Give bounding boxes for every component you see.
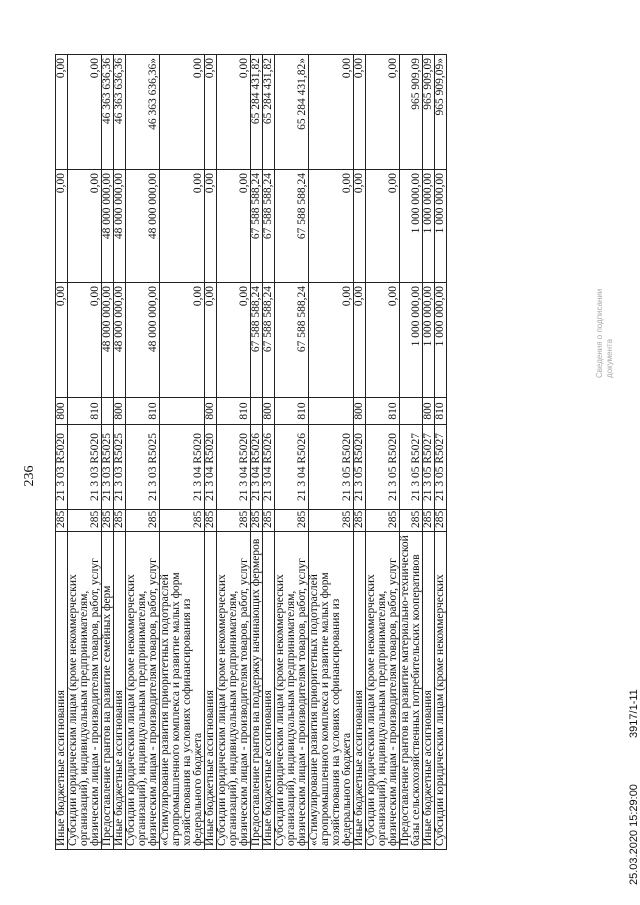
cell-vr: 800 bbox=[205, 398, 217, 425]
table-row bbox=[354, 55, 366, 850]
cell-vr: 800 bbox=[354, 398, 366, 425]
cell-vr: 800 bbox=[56, 398, 68, 425]
cell-name: Предоставление грантов на развитие материально-технической базы сельскохозяйственных потребительских кооперативов bbox=[400, 532, 423, 850]
cell-g: 285 bbox=[366, 510, 400, 532]
cell-name: Субсидии юридическим лицам (кроме некоммерческих организаций), индивидуальным предпринимателям, физическим лицам - производителям товаров, работ, услуг bbox=[68, 532, 102, 850]
cell-g: 285 bbox=[56, 510, 68, 532]
cell-v2: 0,00 bbox=[160, 170, 205, 283]
cell-name: Субсидии юридическим лицам (кроме некоммерческих организаций), индивидуальным предпринимателям, физическим лицам - производителям товаров, работ, услуг bbox=[275, 532, 309, 850]
cell-v1: 1 000 000,00 bbox=[400, 283, 423, 398]
cell-g: 285 bbox=[309, 510, 354, 532]
cell-v1: 0,00 bbox=[56, 283, 68, 398]
cell-name: «Стимулирование развития приоритетных подотраслей агропромышленного комплекса и развитие малых форм хозяйствования на условиях софинансирования из федерального бюджета bbox=[309, 532, 354, 850]
cell-g: 285 bbox=[160, 510, 205, 532]
table-row bbox=[251, 55, 263, 850]
cell-v2: 0,00 bbox=[366, 170, 400, 283]
cell-v3: 0,00 bbox=[217, 55, 251, 170]
table-row bbox=[275, 55, 309, 850]
cell-v3: 0,00 bbox=[354, 55, 366, 170]
cell-v1: 1 000 000,00 bbox=[435, 283, 447, 398]
signature-stamp bbox=[595, 258, 615, 378]
cell-g: 285 bbox=[205, 510, 217, 532]
cell-v2: 67 588 588,24 bbox=[251, 170, 263, 283]
cell-name: Предоставление грантов на развитие семейных ферм bbox=[102, 532, 114, 850]
cell-v2: 1 000 000,00 bbox=[400, 170, 423, 283]
cell-g: 285 bbox=[217, 510, 251, 532]
cell-vr: 810 bbox=[68, 398, 102, 425]
cell-name: Иные бюджетные ассигнования bbox=[263, 532, 275, 850]
cell-vr bbox=[102, 398, 114, 425]
cell-code: 21 3 05 R5020 bbox=[366, 425, 400, 510]
cell-name: Иные бюджетные ассигнования bbox=[423, 532, 435, 850]
cell-v1: 48 000 000,00 bbox=[102, 283, 114, 398]
table-row bbox=[102, 55, 114, 850]
cell-name: Иные бюджетные ассигнования bbox=[56, 532, 68, 850]
cell-code: 21 3 05 R5020 bbox=[309, 425, 354, 510]
cell-g: 285 bbox=[126, 510, 160, 532]
cell-code: 21 3 04 R5026 bbox=[263, 425, 275, 510]
cell-v3: 0,00 bbox=[56, 55, 68, 170]
cell-code: 21 3 05 R5027 bbox=[400, 425, 423, 510]
cell-v2: 1 000 000,00 bbox=[435, 170, 447, 283]
cell-v1: 0,00 bbox=[217, 283, 251, 398]
footer bbox=[628, 585, 640, 885]
cell-v1: 0,00 bbox=[354, 283, 366, 398]
cell-code: 21 3 03 R5025 bbox=[126, 425, 160, 510]
cell-v2: 67 588 588,24 bbox=[275, 170, 309, 283]
cell-code: 21 3 03 R5025 bbox=[114, 425, 126, 510]
stamp-line: документа bbox=[605, 338, 614, 378]
cell-vr: 810 bbox=[275, 398, 309, 425]
cell-code: 21 3 04 R5020 bbox=[217, 425, 251, 510]
cell-g: 285 bbox=[423, 510, 435, 532]
cell-v3: 46 363 636,36 bbox=[114, 55, 126, 170]
cell-vr: 800 bbox=[114, 398, 126, 425]
table-row bbox=[126, 55, 160, 850]
table-row bbox=[205, 55, 217, 850]
cell-v2: 48 000 000,00 bbox=[114, 170, 126, 283]
cell-code: 21 3 04 R5026 bbox=[275, 425, 309, 510]
table-row bbox=[366, 55, 400, 850]
cell-name: Субсидии юридическим лицам (кроме некоммерческих bbox=[435, 532, 447, 850]
cell-v1: 0,00 bbox=[205, 283, 217, 398]
cell-v3: 46 363 636,36 bbox=[102, 55, 114, 170]
cell-code: 21 3 04 R5020 bbox=[160, 425, 205, 510]
cell-name: Иные бюджетные ассигнования bbox=[205, 532, 217, 850]
cell-g: 285 bbox=[275, 510, 309, 532]
table-row bbox=[56, 55, 68, 850]
cell-v2: 0,00 bbox=[205, 170, 217, 283]
cell-g: 285 bbox=[435, 510, 447, 532]
cell-v2: 0,00 bbox=[68, 170, 102, 283]
cell-v3: 65 284 431,82 bbox=[251, 55, 263, 170]
cell-v3: 0,00 bbox=[68, 55, 102, 170]
cell-name: Предоставление грантов на поддержку начинающих фермеров bbox=[251, 532, 263, 850]
cell-code: 21 3 05 R5027 bbox=[423, 425, 435, 510]
cell-code: 21 3 04 R5020 bbox=[205, 425, 217, 510]
cell-v3: 0,00 bbox=[205, 55, 217, 170]
cell-name: «Стимулирование развития приоритетных подотраслей агропромышленного комплекса и развитие малых форм хозяйствования на условиях софинансирования из федерального бюджета bbox=[160, 532, 205, 850]
footer-timestamp: 25.03.2020 15:29:00 bbox=[628, 784, 640, 885]
budget-table-container bbox=[55, 55, 447, 850]
cell-v2: 0,00 bbox=[217, 170, 251, 283]
cell-vr bbox=[400, 398, 423, 425]
cell-v1: 48 000 000,00 bbox=[114, 283, 126, 398]
cell-v3: 65 284 431,82» bbox=[275, 55, 309, 170]
cell-g: 285 bbox=[263, 510, 275, 532]
cell-code: 21 3 04 R5026 bbox=[251, 425, 263, 510]
cell-g: 285 bbox=[102, 510, 114, 532]
cell-code: 21 3 05 R5020 bbox=[354, 425, 366, 510]
cell-vr: 800 bbox=[423, 398, 435, 425]
cell-v1: 67 588 588,24 bbox=[263, 283, 275, 398]
cell-vr: 810 bbox=[217, 398, 251, 425]
cell-v1: 67 588 588,24 bbox=[275, 283, 309, 398]
stamp-line: Сведения о подписании bbox=[595, 288, 604, 378]
cell-g: 285 bbox=[68, 510, 102, 532]
table-row bbox=[263, 55, 275, 850]
cell-code: 21 3 03 R5020 bbox=[56, 425, 68, 510]
cell-name: Субсидии юридическим лицам (кроме некоммерческих организаций), индивидуальным предпринимателям, физическим лицам - производителям товаров, работ, услуг bbox=[126, 532, 160, 850]
cell-name: Иные бюджетные ассигнования bbox=[114, 532, 126, 850]
cell-vr: 810 bbox=[126, 398, 160, 425]
cell-vr bbox=[309, 398, 354, 425]
cell-v3: 65 284 431,82 bbox=[263, 55, 275, 170]
cell-code: 21 3 03 R5025 bbox=[102, 425, 114, 510]
cell-g: 285 bbox=[400, 510, 423, 532]
cell-v3: 0,00 bbox=[160, 55, 205, 170]
cell-vr bbox=[160, 398, 205, 425]
cell-v2: 67 588 588,24 bbox=[263, 170, 275, 283]
table-row bbox=[217, 55, 251, 850]
table-row bbox=[400, 55, 423, 850]
cell-v3: 965 909,09 bbox=[400, 55, 423, 170]
cell-v3: 46 363 636,36» bbox=[126, 55, 160, 170]
cell-v1: 1 000 000,00 bbox=[423, 283, 435, 398]
cell-v3: 965 909,09» bbox=[435, 55, 447, 170]
cell-vr: 800 bbox=[263, 398, 275, 425]
cell-v3: 965 909,09 bbox=[423, 55, 435, 170]
page-number: 236 bbox=[22, 465, 37, 487]
cell-v1: 67 588 588,24 bbox=[251, 283, 263, 398]
cell-name: Иные бюджетные ассигнования bbox=[354, 532, 366, 850]
cell-v3: 0,00 bbox=[309, 55, 354, 170]
cell-v1: 0,00 bbox=[68, 283, 102, 398]
cell-v2: 48 000 000,00 bbox=[102, 170, 114, 283]
cell-name: Субсидии юридическим лицам (кроме некоммерческих организаций), индивидуальным предпринимателям, физическим лицам - производителям товаров, работ, услуг bbox=[217, 532, 251, 850]
cell-v2: 0,00 bbox=[309, 170, 354, 283]
table-row bbox=[423, 55, 435, 850]
footer-doc-code: 3917/1-11 bbox=[628, 689, 640, 738]
cell-v2: 48 000 000,00 bbox=[126, 170, 160, 283]
cell-v2: 0,00 bbox=[56, 170, 68, 283]
cell-vr: 810 bbox=[366, 398, 400, 425]
cell-v2: 1 000 000,00 bbox=[423, 170, 435, 283]
table-row bbox=[114, 55, 126, 850]
cell-g: 285 bbox=[251, 510, 263, 532]
cell-v2: 0,00 bbox=[354, 170, 366, 283]
cell-vr: 810 bbox=[435, 398, 447, 425]
table-row bbox=[160, 55, 205, 850]
cell-g: 285 bbox=[114, 510, 126, 532]
cell-v3: 0,00 bbox=[366, 55, 400, 170]
cell-v1: 48 000 000,00 bbox=[126, 283, 160, 398]
cell-code: 21 3 03 R5020 bbox=[68, 425, 102, 510]
budget-table bbox=[55, 54, 447, 850]
cell-g: 285 bbox=[354, 510, 366, 532]
cell-v1: 0,00 bbox=[366, 283, 400, 398]
cell-v1: 0,00 bbox=[160, 283, 205, 398]
table-row bbox=[309, 55, 354, 850]
table-row bbox=[435, 55, 447, 850]
cell-name: Субсидии юридическим лицам (кроме некоммерческих организаций), индивидуальным предпринимателям, физическим лицам - производителям товаров, работ, услуг bbox=[366, 532, 400, 850]
cell-v1: 0,00 bbox=[309, 283, 354, 398]
cell-code: 21 3 05 R5027 bbox=[435, 425, 447, 510]
table-row bbox=[68, 55, 102, 850]
cell-vr bbox=[251, 398, 263, 425]
